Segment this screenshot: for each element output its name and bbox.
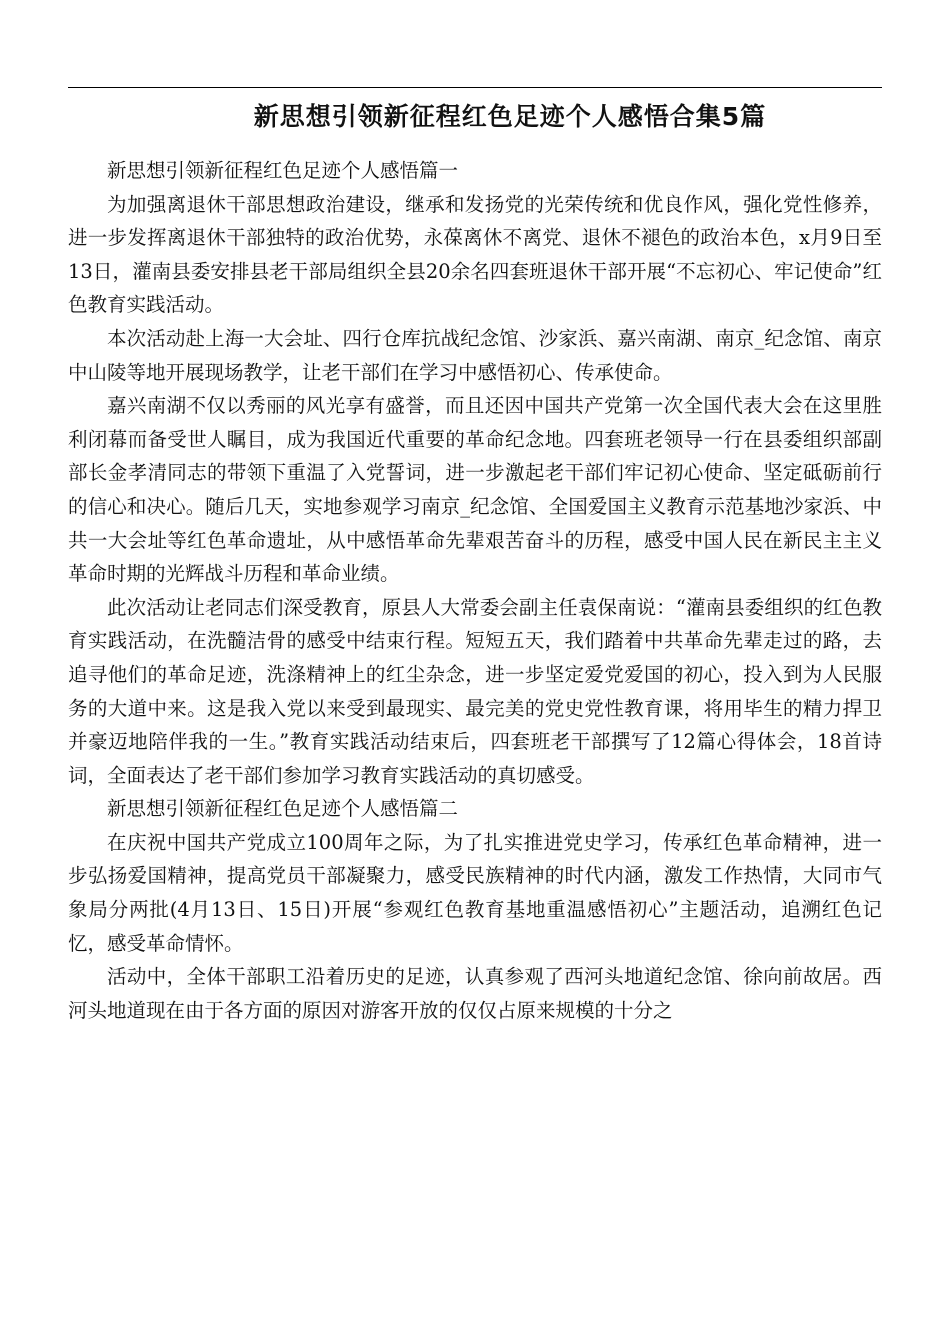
section-heading-2: 新思想引领新征程红色足迹个人感悟篇二 — [107, 797, 459, 821]
paragraph: 活动中，全体干部职工沿着历史的足迹，认真参观了西河头地道纪念馆、徐向前故居。西河头地道现在由于各方面的原因对游客开放的仅仅占原来规模的十分之 — [68, 965, 882, 1022]
paragraph: 本次活动赴上海一大会址、四行仓库抗战纪念馆、沙家浜、嘉兴南湖、南京_纪念馆、南京中山陵等地开展现场教学，让老干部们在学习中感悟初心、传承使命。 — [68, 326, 882, 384]
document-body — [68, 154, 882, 1027]
header-rule — [68, 87, 882, 88]
paragraph: 在庆祝中国共产党成立100周年之际，为了扎实推进党史学习，传承红色革命精神，进一步弘扬爱国精神，提高党员干部凝聚力，感受民族精神的时代内涵，激发工作热情，大同市气象局分两批(4月13日、15日)开展“参观红色教育基地重温感悟初心”主题活动，追溯红色记忆，感受革命情怀。 — [68, 830, 882, 955]
section-heading-1: 新思想引领新征程红色足迹个人感悟篇一 — [107, 159, 459, 182]
paragraph: 此次活动让老同志们深受教育，原县人大常委会副主任袁保南说：“灌南县委组织的红色教育实践活动，在洗髓洁骨的感受中结束行程。短短五天，我们踏着中共革命先辈走过的路，去追寻他们的革命足迹，洗涤精神上的红尘杂念，进一步坚定爱党爱国的初心，投入到为人民服务的大道中来。这是我入党以来受到最现实、最完美的党史党性教育课，将用毕生的精力捍卫并豪迈地陪伴我的一生。”教育实践活动结束后，四套班老干部撰写了12篇心得体会，18首诗词，全面表达了老干部们参加学习教育实践活动的真切感受。 — [68, 595, 882, 787]
paragraph: 嘉兴南湖不仅以秀丽的风光享有盛誉，而且还因中国共产党第一次全国代表大会在这里胜利闭幕而备受世人瞩目，成为我国近代重要的革命纪念地。四套班老领导一行在县委组织部副部长金孝清同志的带领下重温了入党誓词，进一步激起老干部们牢记初心使命、坚定砥砺前行的信心和决心。随后几天，实地参观学习南京_纪念馆、全国爱国主义教育示范基地沙家浜、中共一大会址等红色革命遗址，从中感悟革命先辈艰苦奋斗的历程，感受中国人民在新民主主义革命时期的光辉战斗历程和革命业绩。 — [68, 394, 882, 586]
document-title: 新思想引领新征程红色足迹个人感悟合集5篇 — [253, 102, 767, 131]
paragraph: 为加强离退休干部思想政治建设，继承和发扬党的光荣传统和优良作风，强化党性修养，进一步发挥离退休干部独特的政治优势，永葆离休不离党、退休不褪色的政治本色，x月9日至13日，灌南县委安排县老干部局组织全县20余名四套班退休干部开展“不忘初心、牢记使命”红色教育实践活动。 — [68, 192, 882, 317]
